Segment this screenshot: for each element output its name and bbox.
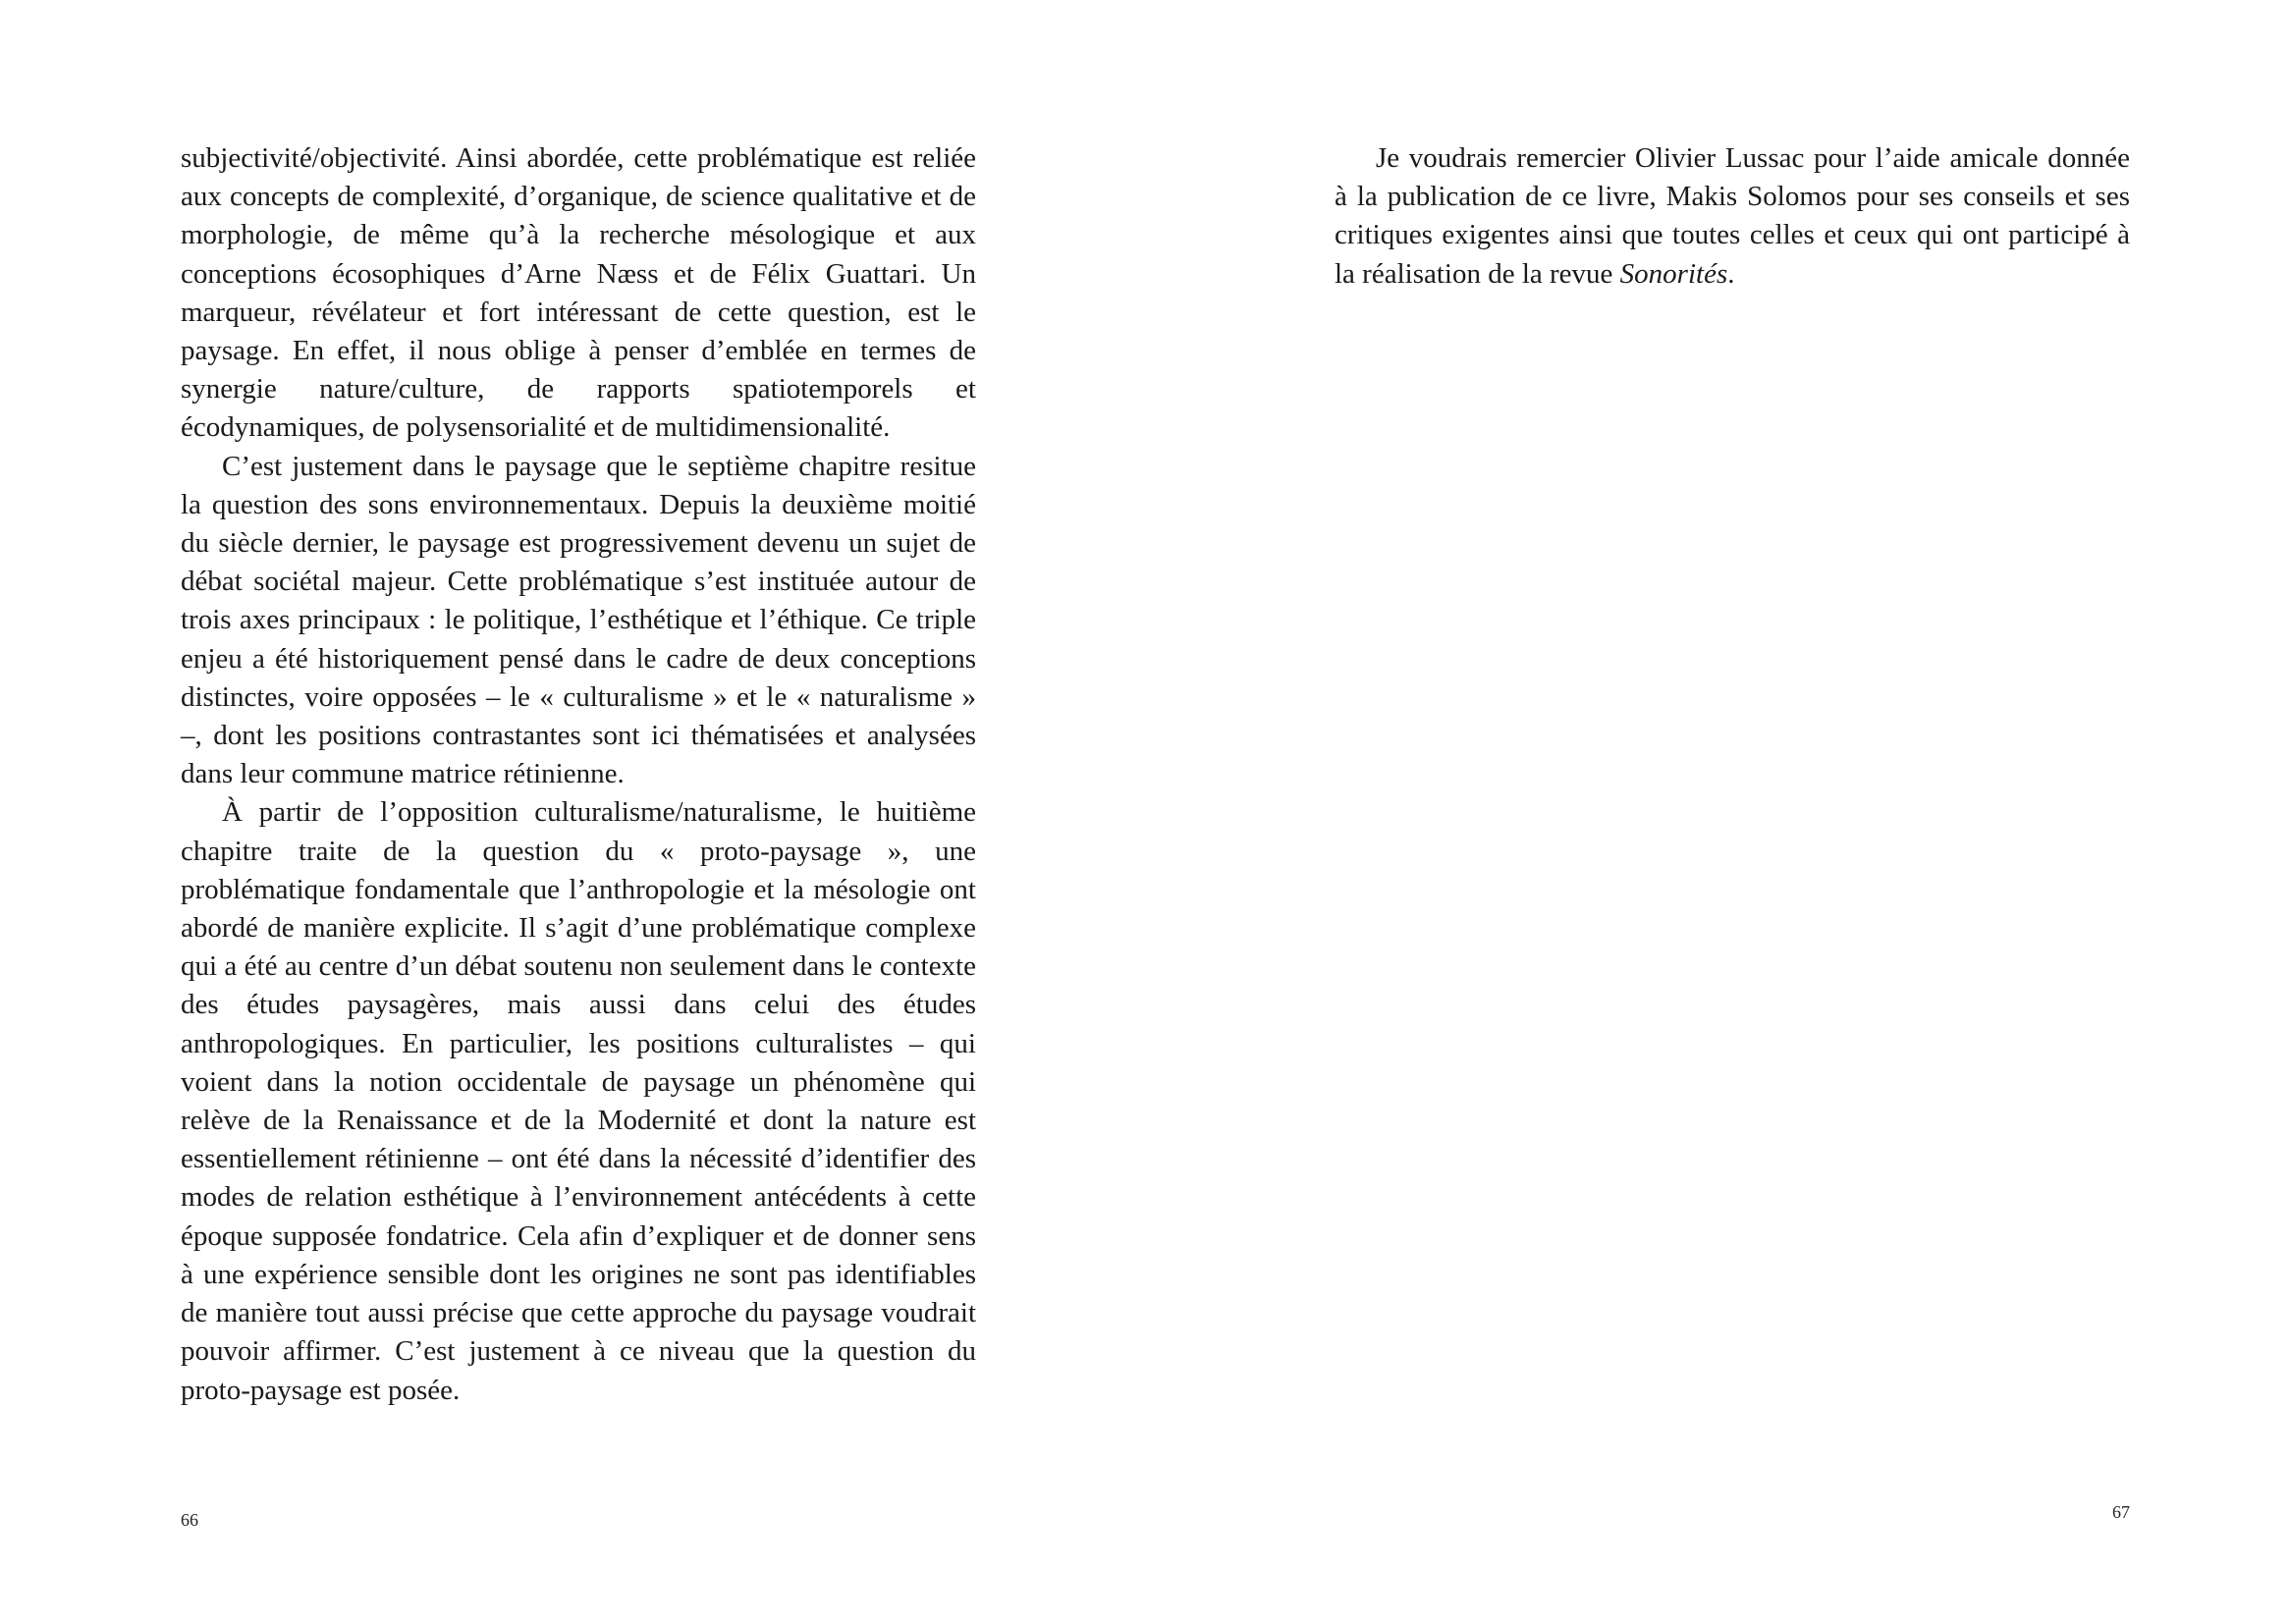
paragraph-1: subjectivité/objectivité. Ainsi abordée, cette problématique est reliée aux concepts de complexité, d’organique, de science qualitative et de morphologie, de même qu’à la recherche mésologique et aux conceptions écosophiques d’Arne Næss et de Félix Guattari. Un marqueur, révélateur et fort intéressant de cette question, est le paysage. En effet, il nous oblige à penser d’emblée en termes de synergie nature/culture, de rapports spatiotemporels et écodynamiques, de polysensorialité et de multidimensionalité. <box>181 142 976 444</box>
acknowledgements-end: . <box>1727 257 1735 290</box>
paragraph-3: À partir de l’opposition culturalisme/naturalisme, le huitième chapitre traite de la question du « proto-paysage », une problématique fondamentale que l’anthropologie et la mésologie ont abordé de manière explicite. Il s’agit d’une problématique complexe qui a été au centre d’un débat soutenu non seulement dans le contexte des études paysagères, mais aussi dans celui des études anthropologiques. En particulier, les positions culturalistes – qui voient dans la notion occidentale de paysage un phénomène qui relève de la Renaissance et de la Modernité et dont la nature est essentiellement rétinienne – ont été dans la nécessité d’identifier des modes de relation esthétique à l’environnement antécédents à cette époque supposée fondatrice. Cela afin d’expliquer et de donner sens à une expérience sensible dont les origines ne sont pas identifiables de manière tout aussi précise que cette approche du paysage voudrait pouvoir affirmer. C’est justement à ce niveau que la question du proto-paysage est posée. <box>181 796 976 1406</box>
journal-title: Sonorités <box>1619 257 1728 290</box>
acknowledgements-text: Je voudrais remercier Olivier Lussac pour l’aide amicale donnée à la publication de ce livre, Makis Solomos pour ses conseils et ses critiques exigentes ainsi que toutes celles et ceux qui ont participé à la réalisation de la revue <box>1335 142 2130 290</box>
page-number-right: 67 <box>2112 1502 2130 1522</box>
page-number-left: 66 <box>181 1510 198 1530</box>
paragraph-2: C’est justement dans le paysage que le septième chapitre resitue la question des sons environnementaux. Depuis la deuxième moitié du siècle dernier, le paysage est progressivement devenu un sujet de débat sociétal majeur. Cette problématique s’est instituée autour de trois axes principaux : le politique, l’esthétique et l’éthique. Ce triple enjeu a été historiquement pensé dans le cadre de deux conceptions distinctes, voire opposées – le « culturalisme » et le « naturalisme » –, dont les positions contrastantes sont ici thématisées et analysées dans leur commune matrice rétinienne. <box>181 450 976 790</box>
right-page-body <box>1335 139 2130 294</box>
right-page <box>1145 0 2289 1624</box>
left-page-body <box>181 139 976 1410</box>
acknowledgements-paragraph <box>1335 139 2130 294</box>
